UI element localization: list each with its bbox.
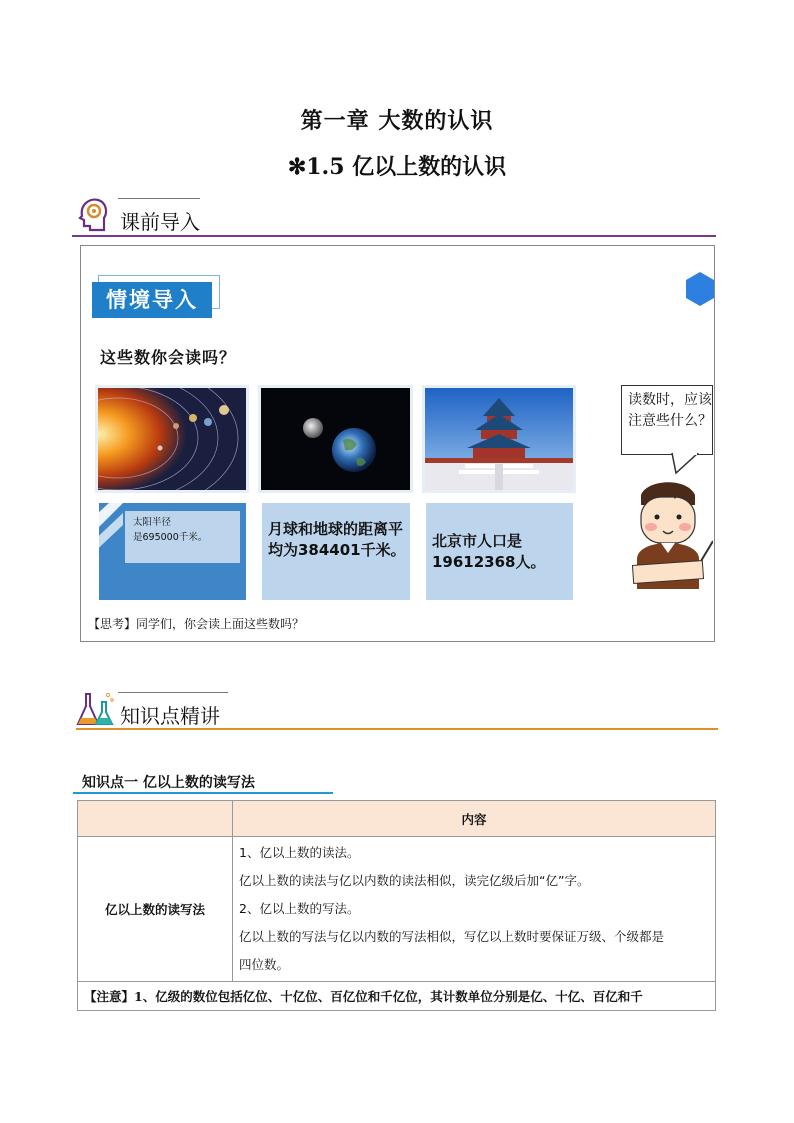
section-label: 课前导入	[120, 210, 200, 234]
content-line: 四位数。	[239, 957, 290, 972]
knowledge-table	[77, 800, 716, 1011]
hexagon-icon	[686, 272, 714, 306]
moon-earth-image	[261, 388, 410, 490]
note-row	[78, 982, 716, 1011]
row-label: 亿以上数的读写法	[78, 837, 233, 982]
header-top-rule	[118, 198, 200, 199]
moon-distance-card	[262, 503, 410, 600]
table-header-row	[78, 801, 716, 837]
table-header-content: 内容	[233, 801, 716, 837]
section-title: ✻1.5 亿以上数的认识	[287, 154, 507, 180]
header-top-rule	[118, 692, 228, 693]
speech-bubble	[621, 385, 713, 455]
sun-radius-card	[99, 503, 246, 600]
lab-flask-icon	[76, 690, 114, 728]
table-row	[78, 837, 716, 982]
sun-radius-line1: 太阳半径	[133, 517, 172, 528]
chapter-title: 第一章 大数的认识	[300, 108, 494, 134]
beijing-population-card	[426, 503, 573, 600]
section-header-knowledge	[76, 690, 716, 730]
sun-radius-line2: 是695000千米。	[133, 532, 208, 543]
blue-stripe-decoration	[87, 503, 123, 563]
note-text: 【注意】1、亿级的数位包括亿位、十亿位、百亿位和千亿位，其计数单位分别是亿、十亿、百亿和千	[78, 982, 716, 1011]
head-gear-icon	[76, 196, 110, 234]
content-line: 亿以上数的写法与亿以内数的写法相似，写亿以上数时要保证万级、个级都是	[239, 929, 665, 944]
table-header-empty	[78, 801, 233, 837]
sun-radius-text-box	[125, 511, 240, 563]
row-content	[233, 837, 716, 982]
content-line: 1、亿以上数的读法。	[239, 845, 360, 860]
teacher-cartoon-icon	[627, 475, 713, 589]
section-label: 知识点精讲	[120, 704, 220, 728]
solar-system-image	[98, 388, 246, 490]
knowledge-point-underline	[73, 792, 333, 794]
beijing-population-text: 北京市人口是19612368人。	[432, 532, 546, 571]
temple-of-heaven-image	[425, 388, 573, 490]
think-prompt: 【思考】同学们，你会读上面这些数吗？	[88, 617, 305, 631]
knowledge-point-title: 知识点一 亿以上数的读写法	[82, 775, 255, 791]
scenario-tag: 情境导入	[92, 282, 212, 318]
section-divider	[76, 728, 718, 730]
moon-distance-text: 月球和地球的距离平均为384401千米。	[268, 520, 406, 559]
section-divider	[72, 235, 716, 237]
speech-bubble-text: 读数时，应该注意些什么？	[628, 392, 712, 429]
bubble-tail	[670, 453, 700, 475]
section-header-intro	[76, 196, 716, 236]
content-line: 亿以上数的读法与亿以内数的读法相似，读完亿级后加“亿”字。	[239, 873, 590, 888]
content-line: 2、亿以上数的写法。	[239, 901, 360, 916]
intro-question: 这些数你会读吗？	[100, 348, 237, 367]
